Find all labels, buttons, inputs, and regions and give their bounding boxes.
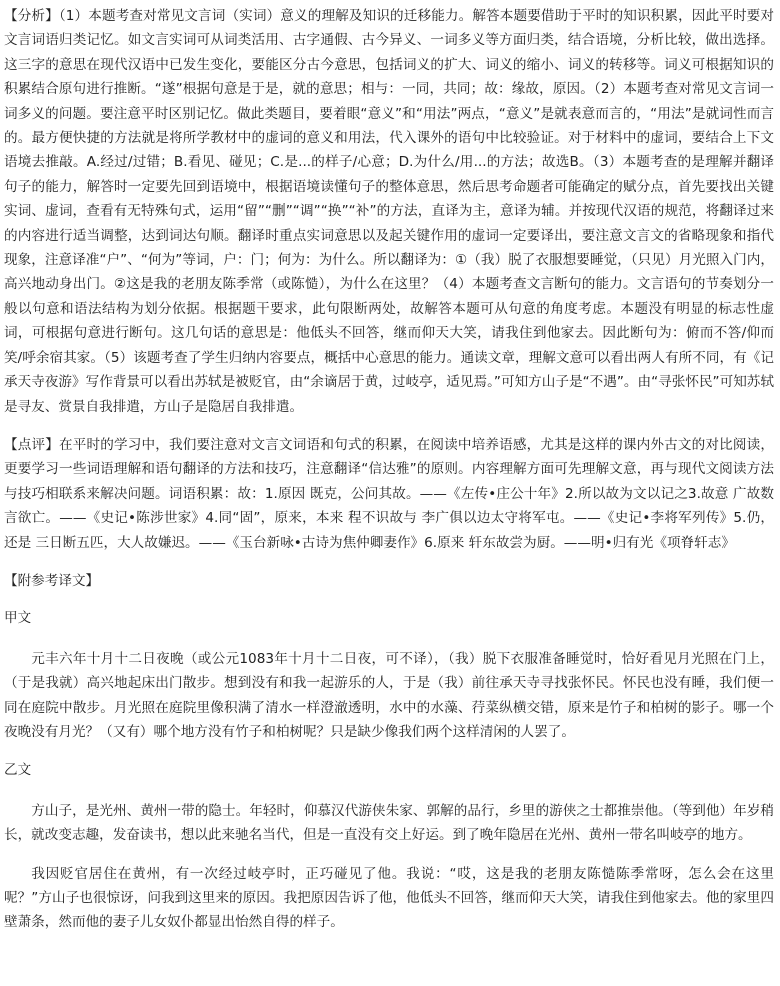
analysis-paragraph: 【分析】（1）本题考查对常见文言词（实词）意义的理解及知识的迁移能力。解答本题要借助于平时的知识积累，因此平时要对文言词语归类记忆。如文言实词可从词类活用、古字通假、古今异义、一词多义等方面归类，结合语境，分析比较，做出选择。这三字的意思在现代汉语中已发生变化，要能区分古今意思，包括词义的扩大、词义的缩小、词义的转移等。词义可根据知识的积累结合原句进行推断。“遂”根据句意是于是，就的意思；相与：一同，共同；故：缘故，原因。（2）本题考查对常见文言词一词多义的问题。要注意平时区别记忆。做此类题目，要着眼“意义”和“用法”两点，“意义”是就表意而言的，“用法”是就词性而言的。最方便快捷的方法就是将所学教材中的虚词的意义和用法，代入课外的语句中比较验证。对于材料中的虚词，要结合上下文语境去推敲。A.经过/过错；B.看见、碰见；C.是...的样子/心意；D.为什么/用...的方法；故选B。（3）本题考查的是理解并翻译句子的能力，解答时一定要先回到语境中，根据语境读懂句子的整体意思，然后思考命题者可能确定的赋分点，首先要找出关键实词、虚词，查看有无特殊句式，运用“留”“删”“调”“换”“补”的方法，直译为主，意译为辅。并按现代汉语的规范，将翻译过来的内容进行适当调整，达到词达句顺。翻译时重点实词意思以及起关键作用的虚词一定要译出，要注意文言文的省略现象和指代现象，注意译准“户”、“何为”等词，户：门；何为：为什么。所以翻译为：①（我）脱了衣服想要睡觉，（只见）月光照入门内，高兴地动身出门。②这是我的老朋友陈季常（或陈慥），为什么在这里？（4）本题考查文言断句的能力。文言语句的节奏划分一般以句意和语法结构为划分依据。根据题干要求，此句限断两处，故解答本题可从句意的角度考虑。本题没有明显的标志性虚词，可根据句意进行断句。这几句话的意思是：他低头不回答，继而仰天大笑，请我住到他家去。因此断句为：俯而不答/仰而笑/呼余宿其家。（5）该题考查了学生归纳内容要点，概括中心意思的能力。通读文章，理解文意可以看出两人有所不同，有《记承天寺夜游》写作背景可以看出苏轼是被贬官，由“余谪居于黄，过岐亭，适见焉。”可知方山子是“不遇”。由“寻张怀民”可知苏轼是寻友、赏景自我排遣，方山子是隐居自我排遣。 — [4, 8, 774, 415]
text-b-label: 乙文 — [4, 762, 32, 779]
translation-heading: 【附参考译文】 — [4, 572, 100, 589]
text-a-translation: 元丰六年十月十二日夜晚（或公元1083年十月十二日夜，可不译），（我）脱下衣服准备睡觉时，恰好看见月光照在门上，（于是我就）高兴地起床出门散步。想到没有和我一起游乐的人，于是（我）前往承天寺寻找张怀民。怀民也没有睡，我们便一同在庭院中散步。月光照在庭院里像积满了清水一样澄澈透明，水中的水藻、荇菜纵横交错，原来是竹子和柏树的影子。哪一个夜晚没有月光？（又有）哪个地方没有竹子和柏树呢？只是缺少像我们两个这样清闲的人罢了。 — [4, 650, 774, 740]
text-a-label: 甲文 — [4, 610, 32, 627]
comment-paragraph: 【点评】在平时的学习中，我们要注意对文言文词语和句式的积累，在阅读中培养语感，尤其是这样的课内外古文的对比阅读，更要学习一些词语理解和语句翻译的方法和技巧，注意翻译“信达雅”的原则。内容理解方面可先理解文意，再与现代文阅读方法与技巧相联系来解决问题。词语积累：故：1.原因 既克，公问其故。——《左传•庄公十年》2.所以故为文以记之3.故意 广故数言欲亡。——《史记•陈涉世家》4.同“固”，原来，本来 程不识故与 李广俱以边太守将军屯。——《史记•李将军列传》5.仍，还是 三日断五匹，大人故嫌迟。——《玉台新咏•古诗为焦仲卿妻作》6.原来 轩东故尝为厨。——明•归有光《项脊轩志》 — [4, 436, 774, 551]
text-b-paragraph-1: 方山子，是光州、黄州一带的隐士。年轻时，仰慕汉代游侠朱家、郭解的品行，乡里的游侠之士都推崇他。（等到他）年岁稍长，就改变志趣，发奋读书，想以此来驰名当代，但是一直没有交上好运。到了晚年隐居在光州、黄州一带名叫岐亭的地方。 — [4, 802, 774, 844]
text-b-paragraph-2: 我因贬官居住在黄州，有一次经过岐亭时，正巧碰见了他。我说：“哎，这是我的老朋友陈慥陈季常呀，怎么会在这里呢？”方山子也很惊讶，问我到这里来的原因。我把原因告诉了他，他低头不回答，继而仰天大笑，请我住到他家去。他的家里四壁萧条，然而他的妻子儿女奴仆都显出怡然自得的样子。 — [4, 865, 774, 931]
